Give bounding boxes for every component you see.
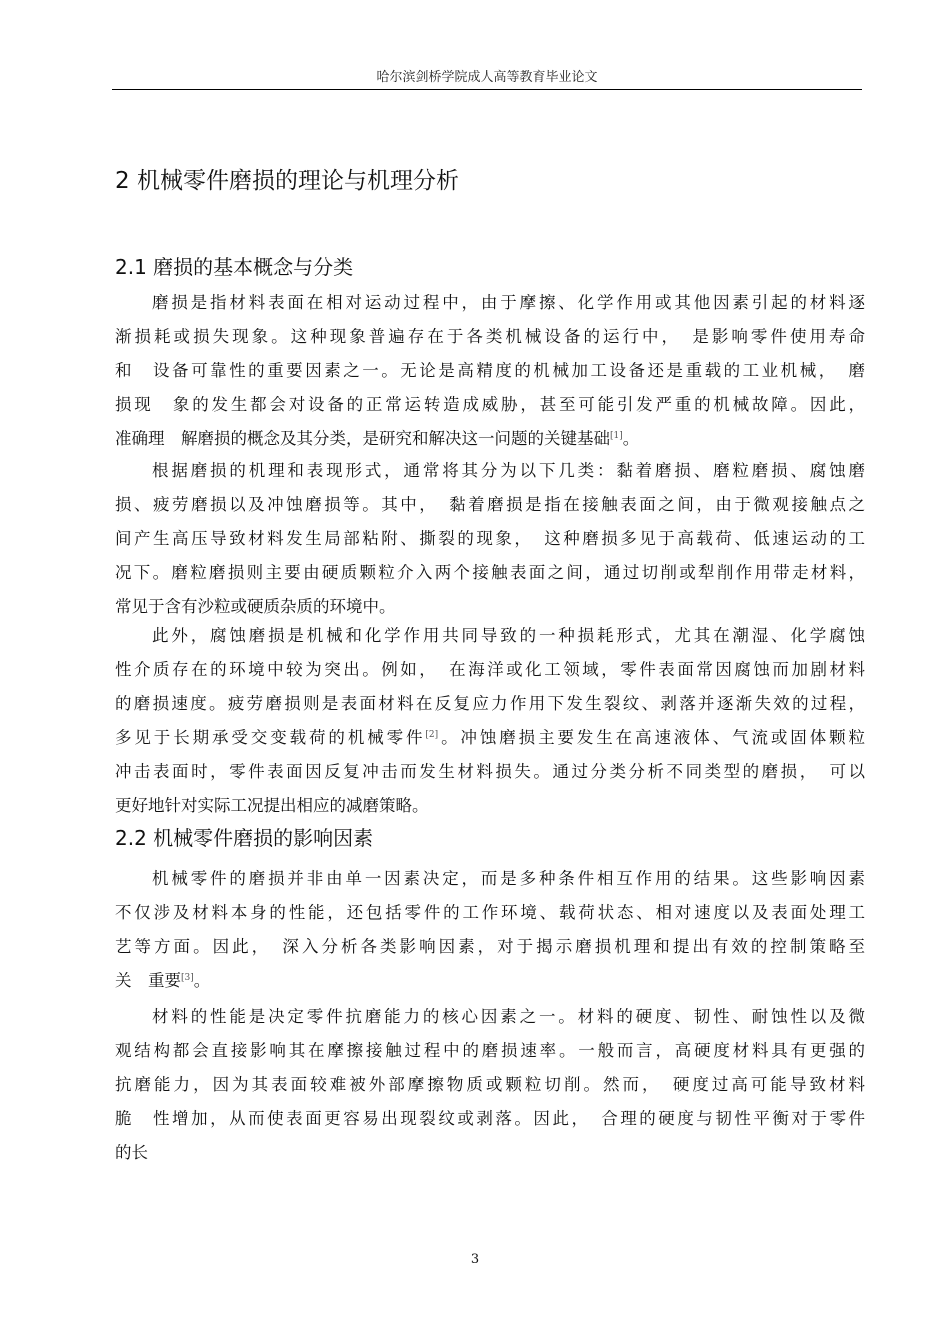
text-line: 的长 [115, 1143, 148, 1162]
text-line: 损、疲劳磨损以及冲蚀磨损等。其中， 黏着磨损是指在接触表面之间，由于微观接触点之 [115, 495, 865, 514]
text-line: 此外，腐蚀磨损是机械和化学作用共同导致的一种损耗形式，尤其在潮湿、化学腐蚀 [152, 626, 865, 645]
text-line: 不仅涉及材料本身的性能，还包括零件的工作环境、载荷状态、相对速度以及表面处理工 [115, 903, 865, 922]
text-line: 根据磨损的机理和表现形式，通常将其分为以下几类：黏着磨损、磨粒磨损、腐蚀磨 [152, 461, 865, 480]
text-line: 性介质存在的环境中较为突出。例如， 在海洋或化工领域，零件表面常因腐蚀而加剧材料 [115, 660, 865, 679]
text-line [115, 721, 865, 755]
text-span: 多见于长期承受交变载荷的机械零件 [115, 728, 426, 747]
text-line: 况下。磨粒磨损则主要由硬质颗粒介入两个接触表面之间，通过切削或犁削作用带走材料， [115, 563, 865, 582]
paragraph [115, 862, 865, 998]
text-line: 抗磨能力，因为其表面较难被外部摩擦物质或颗粒切削。然而， 硬度过高可能导致材料 [115, 1075, 865, 1094]
text-line: 材料的性能是决定零件抗磨能力的核心因素之一。材料的硬度、韧性、耐蚀性以及微 [152, 1007, 865, 1026]
text-line: 艺等方面。因此， 深入分析各类影响因素，对于揭示磨损机理和提出有效的控制策略至 [115, 937, 865, 956]
citation-ref: [1] [610, 431, 623, 441]
text-line: 更好地针对实际工况提出相应的减磨策略。 [115, 796, 429, 815]
section-title-2-1: 2.1 磨损的基本概念与分类 [115, 255, 354, 279]
text-line [115, 422, 865, 456]
text-line: 常见于含有沙粒或硬质杂质的环境中。 [115, 597, 396, 616]
text-span: 。冲蚀磨损主要发生在高速液体、气流或固体颗粒 [438, 728, 865, 747]
section-title-2-2: 2.2 机械零件磨损的影响因素 [115, 826, 374, 850]
text-span: 准确理 解磨损的概念及其分类，是研究和解决这一问题的关键基础 [115, 429, 610, 448]
text-line: 冲击表面时，零件表面因反复冲击而发生材料损失。通过分类分析不同类型的磨损， 可以 [115, 762, 865, 781]
header-rule [112, 89, 862, 90]
page-number: 3 [470, 1252, 480, 1267]
paragraph [115, 1000, 865, 1170]
text-line: 观结构都会直接影响其在摩擦接触过程中的磨损速率。一般而言，高硬度材料具有更强的 [115, 1041, 865, 1060]
text-line: 磨损是指材料表面在相对运动过程中，由于摩擦、化学作用或其他因素引起的材料逐 [152, 293, 865, 312]
text-span: 关 重要 [115, 971, 181, 990]
paragraph [115, 454, 865, 624]
paragraph [115, 286, 865, 456]
chapter-title: 2 机械零件磨损的理论与机理分析 [115, 168, 459, 194]
text-line: 脆 性增加，从而使表面更容易出现裂纹或剥落。因此， 合理的硬度与韧性平衡对于零件 [115, 1109, 865, 1128]
text-span: 。 [622, 429, 640, 448]
text-line: 损现 象的发生都会对设备的正常运转造成威胁，甚至可能引发严重的机械故障。因此， [115, 395, 865, 414]
text-line: 间产生高压导致材料发生局部粘附、撕裂的现象， 这种磨损多见于高载荷、低速运动的工 [115, 529, 865, 548]
text-line: 机械零件的磨损并非由单一因素决定，而是多种条件相互作用的结果。这些影响因素 [152, 869, 865, 888]
text-span: 。 [193, 971, 211, 990]
text-line: 和 设备可靠性的重要因素之一。无论是高精度的机械加工设备还是重载的工业机械， 磨 [115, 361, 865, 380]
citation-ref: [3] [181, 973, 194, 983]
running-header: 哈尔滨剑桥学院成人高等教育毕业论文 [376, 70, 598, 85]
text-line: 渐损耗或损失现象。这种现象普遍存在于各类机械设备的运行中， 是影响零件使用寿命 [115, 327, 865, 346]
paragraph [115, 619, 865, 823]
text-line: 的磨损速度。疲劳磨损则是表面材料在反复应力作用下发生裂纹、剥落并逐渐失效的过程， [115, 694, 865, 713]
text-line [115, 964, 865, 998]
citation-ref: [2] [425, 730, 439, 740]
